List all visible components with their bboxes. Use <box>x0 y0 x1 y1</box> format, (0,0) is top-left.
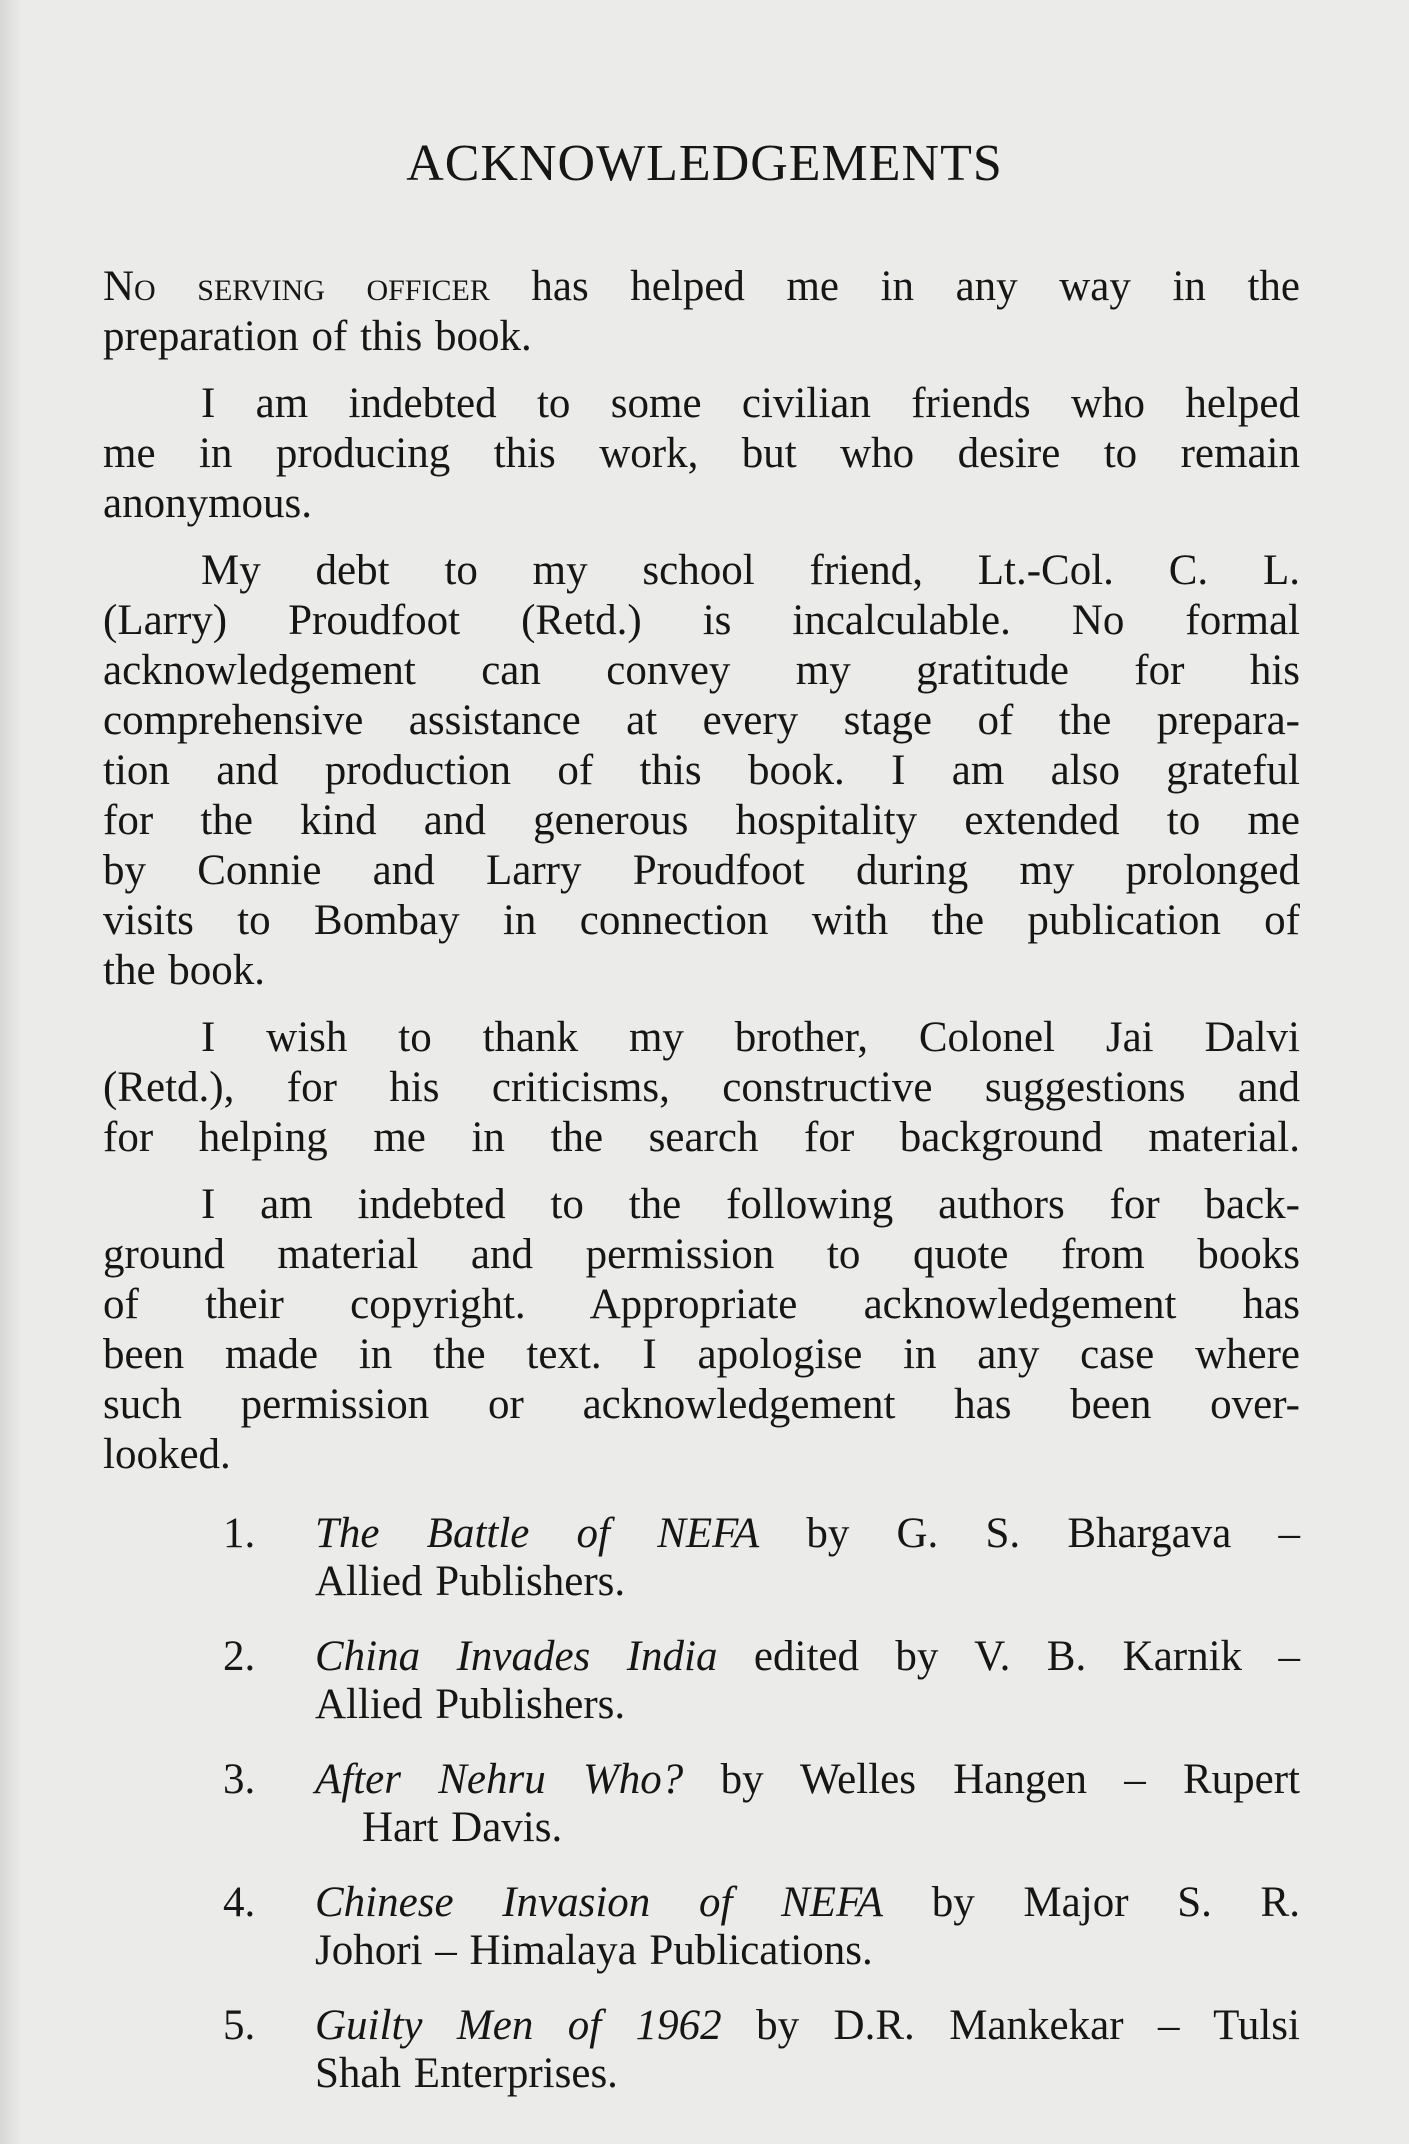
text-line: Johori – Himalaya Publications. <box>315 1927 873 1974</box>
reference-item <box>103 1510 1300 1606</box>
text-line: tion and production of this book. I am also grateful <box>103 747 1300 794</box>
book-title: Chinese Invasion of NEFA <box>315 1879 884 1926</box>
text-line: Hart Davis. <box>362 1804 563 1851</box>
text-line: for the kind and generous hospitality extended to me <box>103 797 1300 844</box>
text-line <box>315 1633 1300 1681</box>
text-line: by Connie and Larry Proudfoot during my prolonged <box>103 847 1300 894</box>
text-line <box>315 1756 1300 1804</box>
text-line <box>315 1879 1300 1927</box>
text-span: by Major S. R. <box>883 1879 1300 1926</box>
text-line: Shah Enterprises. <box>315 2050 618 2097</box>
text-span: by D.R. Mankekar – Tulsi <box>721 2002 1300 2049</box>
book-title: After Nehru Who? <box>315 1756 684 1803</box>
paragraph-brother <box>103 1013 1300 1163</box>
text-line: preparation of this book. <box>103 313 532 360</box>
book-title: Guilty Men of 1962 <box>315 2002 722 2049</box>
page-title: ACKNOWLEDGEMENTS <box>406 135 1003 192</box>
reference-number: 5. <box>223 2002 256 2049</box>
text-span: edited by V. B. Karnik – <box>717 1633 1300 1680</box>
reference-item <box>103 1633 1300 1729</box>
text-line: I wish to thank my brother, Colonel Jai Dalvi <box>201 1014 1300 1061</box>
text-line: anonymous. <box>103 480 313 527</box>
paragraph-no-serving-officer <box>103 262 1300 362</box>
text-line: been made in the text. I apologise in any case where <box>103 1331 1300 1378</box>
reference-number: 2. <box>223 1633 256 1680</box>
text-line: Allied Publishers. <box>315 1558 626 1605</box>
reference-number: 3. <box>223 1756 256 1803</box>
paragraph-civilian-friends <box>103 379 1300 529</box>
text-line: ground material and permission to quote from books <box>103 1231 1300 1278</box>
paragraph-authors <box>103 1180 1300 1480</box>
text-line: My debt to my school friend, Lt.-Col. C. L. <box>201 547 1300 594</box>
text-line <box>103 262 1300 312</box>
book-title: China Invades India <box>315 1633 718 1680</box>
text-line: I am indebted to some civilian friends who helped <box>201 380 1300 427</box>
page-body <box>103 262 1300 2098</box>
reference-item <box>103 1756 1300 1852</box>
reference-item <box>103 1879 1300 1975</box>
text-line: comprehensive assistance at every stage of the prepara- <box>103 697 1300 744</box>
text-line: me in producing this work, but who desire to remain <box>103 430 1300 477</box>
reference-list <box>103 1510 1300 2098</box>
text-span: by G. S. Bhargava – <box>759 1510 1301 1557</box>
reference-number: 4. <box>223 1879 256 1926</box>
paragraph-proudfoot <box>103 546 1300 996</box>
text-span: by Welles Hangen – Rupert <box>683 1756 1300 1803</box>
text-line: I am indebted to the following authors for back- <box>201 1181 1300 1228</box>
reference-item <box>103 2002 1300 2098</box>
text-line: (Larry) Proudfoot (Retd.) is incalculable. No formal <box>103 597 1300 644</box>
text-line: acknowledgement can convey my gratitude for his <box>103 647 1300 694</box>
text-line <box>315 1510 1300 1558</box>
text-line: Allied Publishers. <box>315 1681 626 1728</box>
text-line: the book. <box>103 947 266 994</box>
text-line: looked. <box>103 1431 231 1478</box>
text-line <box>315 2002 1300 2050</box>
text-span: has helped me in any way in the <box>489 263 1300 310</box>
book-title: The Battle of NEFA <box>315 1510 760 1557</box>
text-line: such permission or acknowledgement has been over- <box>103 1381 1300 1428</box>
text-line: (Retd.), for his criticisms, constructive suggestions and <box>103 1064 1300 1111</box>
small-caps-lead: No serving officer <box>103 263 490 310</box>
reference-number: 1. <box>223 1510 256 1557</box>
text-line: for helping me in the search for background material. <box>103 1114 1300 1161</box>
page-edge-shadow <box>0 0 22 2144</box>
text-line: visits to Bombay in connection with the publication of <box>103 897 1300 944</box>
text-line: of their copyright. Appropriate acknowledgement has <box>103 1281 1300 1328</box>
